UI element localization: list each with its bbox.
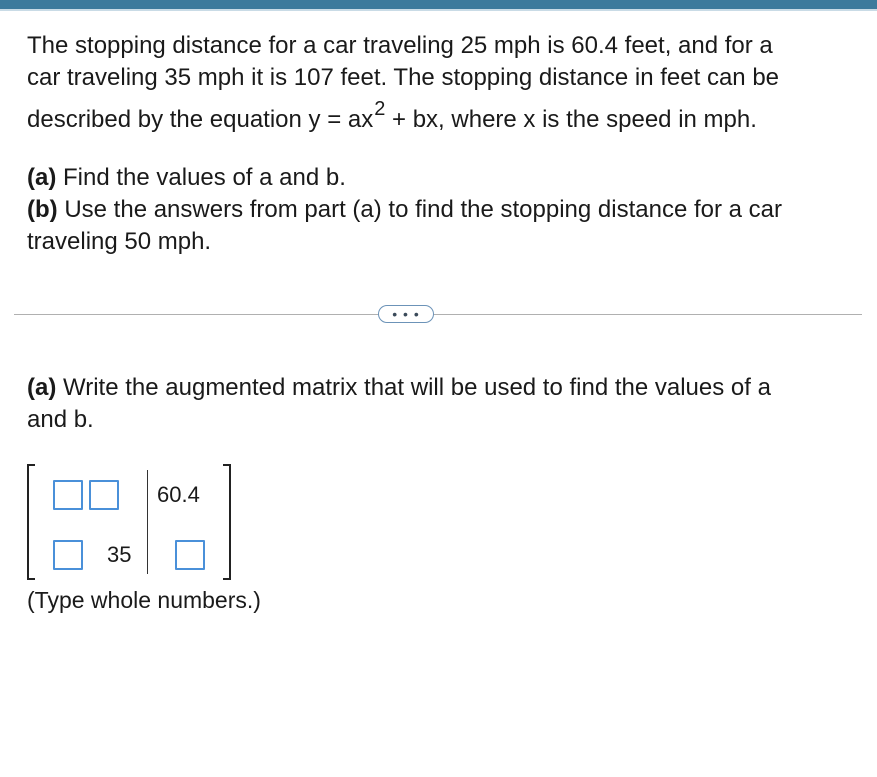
more-button[interactable]: • • •: [378, 305, 434, 323]
part-b-label: (b): [27, 196, 58, 223]
matrix-value-r1c3: 60.4: [157, 482, 200, 507]
equation-prefix: described by the equation y = ax: [27, 106, 374, 133]
part-b-text: Use the answers from part (a) to find the stopping distance for a car: [57, 196, 783, 223]
answer-prompt: [27, 372, 857, 436]
matrix-input-r1c2[interactable]: [89, 480, 119, 510]
matrix-value-r2c2: 35: [107, 542, 132, 567]
answer-part-label: (a): [27, 374, 57, 401]
augment-divider: [147, 470, 148, 574]
hint-text: (Type whole numbers.): [27, 587, 261, 613]
question-text: [27, 30, 857, 137]
augmented-matrix: [27, 464, 237, 582]
answer-line-1: Write the augmented matrix that will be used to find the values of a: [56, 374, 771, 401]
top-bar: [0, 0, 877, 9]
question-line-3: [27, 98, 857, 137]
equation-suffix: + bx, where x is the speed in mph.: [385, 106, 757, 133]
part-a-question: [27, 162, 857, 194]
matrix-left-bracket: [27, 464, 35, 580]
exponent: 2: [374, 98, 386, 120]
matrix-right-bracket: [223, 464, 231, 580]
matrix-input-r2c1[interactable]: [53, 540, 83, 570]
answer-line-2: and b.: [27, 406, 94, 433]
part-a-text: Find the values of a and b.: [56, 164, 346, 191]
question-line-2: car traveling 35 mph it is 107 feet. The stopping distance in feet can be: [27, 64, 780, 91]
top-bar-underline: [0, 9, 877, 11]
part-b-question: [27, 194, 857, 258]
part-b-text-2: traveling 50 mph.: [27, 228, 212, 255]
matrix-input-r2c3[interactable]: [175, 540, 205, 570]
matrix-input-r1c1[interactable]: [53, 480, 83, 510]
section-divider: [14, 314, 862, 315]
part-a-label: (a): [27, 164, 57, 191]
question-line-1: The stopping distance for a car traveling 25 mph is 60.4 feet, and for a: [27, 32, 773, 59]
